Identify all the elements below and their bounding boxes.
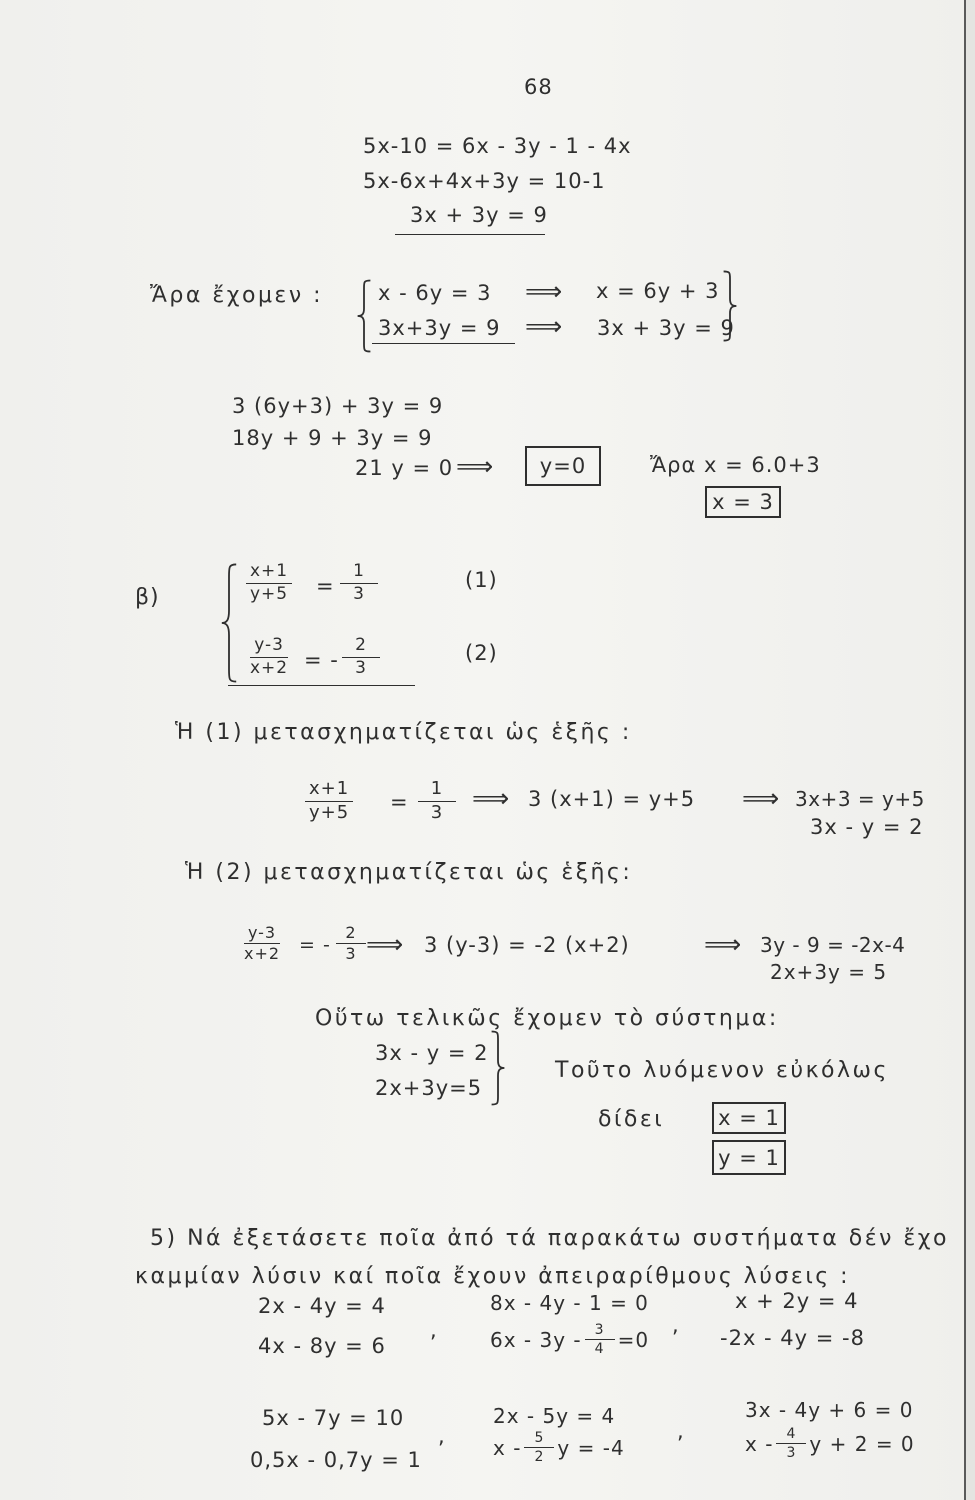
- x-result-box: x = 1: [712, 1102, 786, 1134]
- exercise-equation: 5x - 7y = 10: [262, 1406, 405, 1430]
- equation-line-2: 5x-6x+4x+3y = 10-1: [363, 169, 606, 193]
- denominator: 2: [534, 1449, 545, 1466]
- exercise-equation: 0,5x - 0,7y = 1: [250, 1448, 422, 1472]
- implies-arrow: ⟹: [704, 930, 742, 960]
- exercise-equation: -2x - 4y = -8: [720, 1326, 865, 1350]
- page-edge: [964, 0, 975, 1500]
- page-number: 68: [524, 75, 553, 99]
- then-we-have-label: Ἄρα ἔχομεν :: [150, 283, 324, 308]
- implies-arrow: ⟹: [525, 277, 563, 307]
- numerator: 1: [418, 779, 456, 802]
- x-result-box: x = 3: [705, 486, 781, 518]
- left-brace: [220, 562, 238, 684]
- step-2-heading: Ἡ (2) μετασχηματίζεται ὡς ἑξῆς:: [185, 860, 633, 885]
- step-1-expression: 3 (x+1) = y+5: [528, 787, 696, 811]
- numerator: x+1: [246, 562, 292, 584]
- exercise-equation: 2x - 5y = 4: [493, 1404, 616, 1428]
- denominator: y+5: [309, 801, 350, 823]
- y-result-box: y=0: [525, 446, 601, 486]
- separator-comma: ,: [438, 1424, 446, 1448]
- implies-arrow: ⟹: [472, 784, 510, 814]
- step-2-expression-2: 3y - 9 = -2x-4: [760, 933, 906, 957]
- equation-tag: (1): [465, 568, 498, 592]
- underline: [228, 685, 415, 686]
- denominator: 3: [355, 657, 367, 678]
- denominator: y+5: [250, 583, 289, 604]
- equation-tag: (2): [465, 641, 498, 665]
- exercise-equation: 4x - 8y = 6: [258, 1334, 386, 1358]
- fraction: [240, 924, 284, 964]
- fraction: [246, 562, 292, 604]
- equals-sign: = -: [304, 648, 339, 672]
- equation-suffix: y + 2 = 0: [809, 1431, 915, 1456]
- equals-sign: = -: [299, 934, 331, 956]
- equation-prefix: 6x - 3y -: [490, 1327, 582, 1352]
- step-1-heading: Ἡ (1) μετασχηματίζεται ὡς ἑξῆς :: [175, 720, 632, 745]
- fraction: [305, 779, 353, 823]
- left-brace: [356, 279, 372, 353]
- denominator: 3: [430, 801, 444, 823]
- exercise-5-line-2: καμμίαν λύσιν καί ποῖα ἔχουν ἀπειραρίθμους λύσεις :: [135, 1264, 851, 1289]
- fraction: [524, 1430, 554, 1465]
- then-x-line: Ἄρα x = 6.0+3: [650, 453, 821, 477]
- exercise-equation: 2x - 4y = 4: [258, 1294, 386, 1318]
- underline: [372, 343, 515, 344]
- implies-arrow: ⟹: [366, 930, 404, 960]
- denominator: 3: [345, 944, 357, 964]
- substitution-line-3: 21 y = 0: [355, 456, 454, 480]
- gives-label: δίδει: [598, 1107, 665, 1132]
- equals-sign: =: [316, 574, 335, 598]
- substitution-line-2: 18y + 9 + 3y = 9: [232, 426, 433, 450]
- underline: [395, 234, 545, 235]
- implies-arrow: ⟹: [742, 784, 780, 814]
- fraction: [418, 779, 456, 823]
- denominator: 4: [594, 1341, 605, 1358]
- step-2-result: 2x+3y = 5: [770, 960, 888, 984]
- numerator: x+1: [305, 779, 353, 802]
- y-result-box: y = 1: [712, 1140, 786, 1175]
- exercise-5-line-1: 5) Νά ἐξετάσετε ποῖα ἀπό τά παρακάτω συστήματα δέν ἔχο: [150, 1226, 949, 1251]
- numerator: 1: [340, 562, 378, 584]
- fraction: [776, 1426, 806, 1461]
- equation-line-1: 5x-10 = 6x - 3y - 1 - 4x: [363, 134, 632, 158]
- equation-prefix: x -: [493, 1435, 522, 1460]
- numerator: 4: [776, 1426, 806, 1444]
- numerator: 5: [524, 1430, 554, 1448]
- system-row-1-left: x - 6y = 3: [378, 281, 492, 305]
- fraction: [336, 924, 366, 964]
- fraction: [342, 636, 380, 678]
- right-brace: [722, 270, 738, 342]
- equals-sign: =: [390, 790, 409, 814]
- separator-comma: ,: [430, 1318, 438, 1342]
- separator-comma: ,: [677, 1419, 685, 1443]
- implies-arrow: ⟹: [456, 452, 494, 482]
- part-label: β): [135, 585, 160, 610]
- exercise-equation: [745, 1426, 915, 1461]
- separator-comma: ,: [672, 1313, 680, 1337]
- exercise-equation: [493, 1430, 625, 1465]
- denominator: 3: [353, 583, 365, 604]
- step-1-result: 3x - y = 2: [810, 815, 924, 839]
- final-system-heading: Οὕτω τελικῶς ἔχομεν τὸ σύστημα:: [315, 1006, 779, 1031]
- numerator: y-3: [250, 636, 288, 658]
- denominator: x+2: [250, 657, 289, 678]
- system-row-2-left: 3x+3y = 9: [378, 316, 501, 340]
- denominator: 3: [786, 1445, 797, 1462]
- fraction: [340, 562, 378, 604]
- exercise-equation: 3x - 4y + 6 = 0: [745, 1398, 914, 1422]
- exercise-equation: x + 2y = 4: [735, 1289, 859, 1313]
- solved-text: Τοῦτο λυόμενον εὐκόλως: [555, 1058, 889, 1083]
- denominator: x+2: [244, 944, 281, 964]
- equation-suffix: =0: [617, 1327, 650, 1352]
- equation-prefix: x -: [745, 1431, 774, 1456]
- final-system-row-2: 2x+3y=5: [375, 1076, 483, 1100]
- right-brace: [490, 1030, 506, 1106]
- exercise-equation: [490, 1322, 649, 1357]
- numerator: y-3: [244, 924, 280, 944]
- final-system-row-1: 3x - y = 2: [375, 1041, 489, 1065]
- fraction: [246, 636, 292, 678]
- fraction: [585, 1322, 615, 1357]
- exercise-equation: 8x - 4y - 1 = 0: [490, 1291, 649, 1315]
- implies-arrow: ⟹: [525, 312, 563, 342]
- numerator: 3: [585, 1322, 615, 1340]
- step-1-expression-2: 3x+3 = y+5: [795, 787, 925, 811]
- system-row-2-right: 3x + 3y = 9: [597, 316, 735, 340]
- system-row-1-right: x = 6y + 3: [596, 279, 720, 303]
- equation-line-3: 3x + 3y = 9: [410, 203, 548, 227]
- numerator: 2: [336, 924, 366, 944]
- equation-suffix: y = -4: [557, 1435, 625, 1460]
- substitution-line-1: 3 (6y+3) + 3y = 9: [232, 394, 444, 418]
- step-2-expression: 3 (y-3) = -2 (x+2): [424, 933, 630, 957]
- numerator: 2: [342, 636, 380, 658]
